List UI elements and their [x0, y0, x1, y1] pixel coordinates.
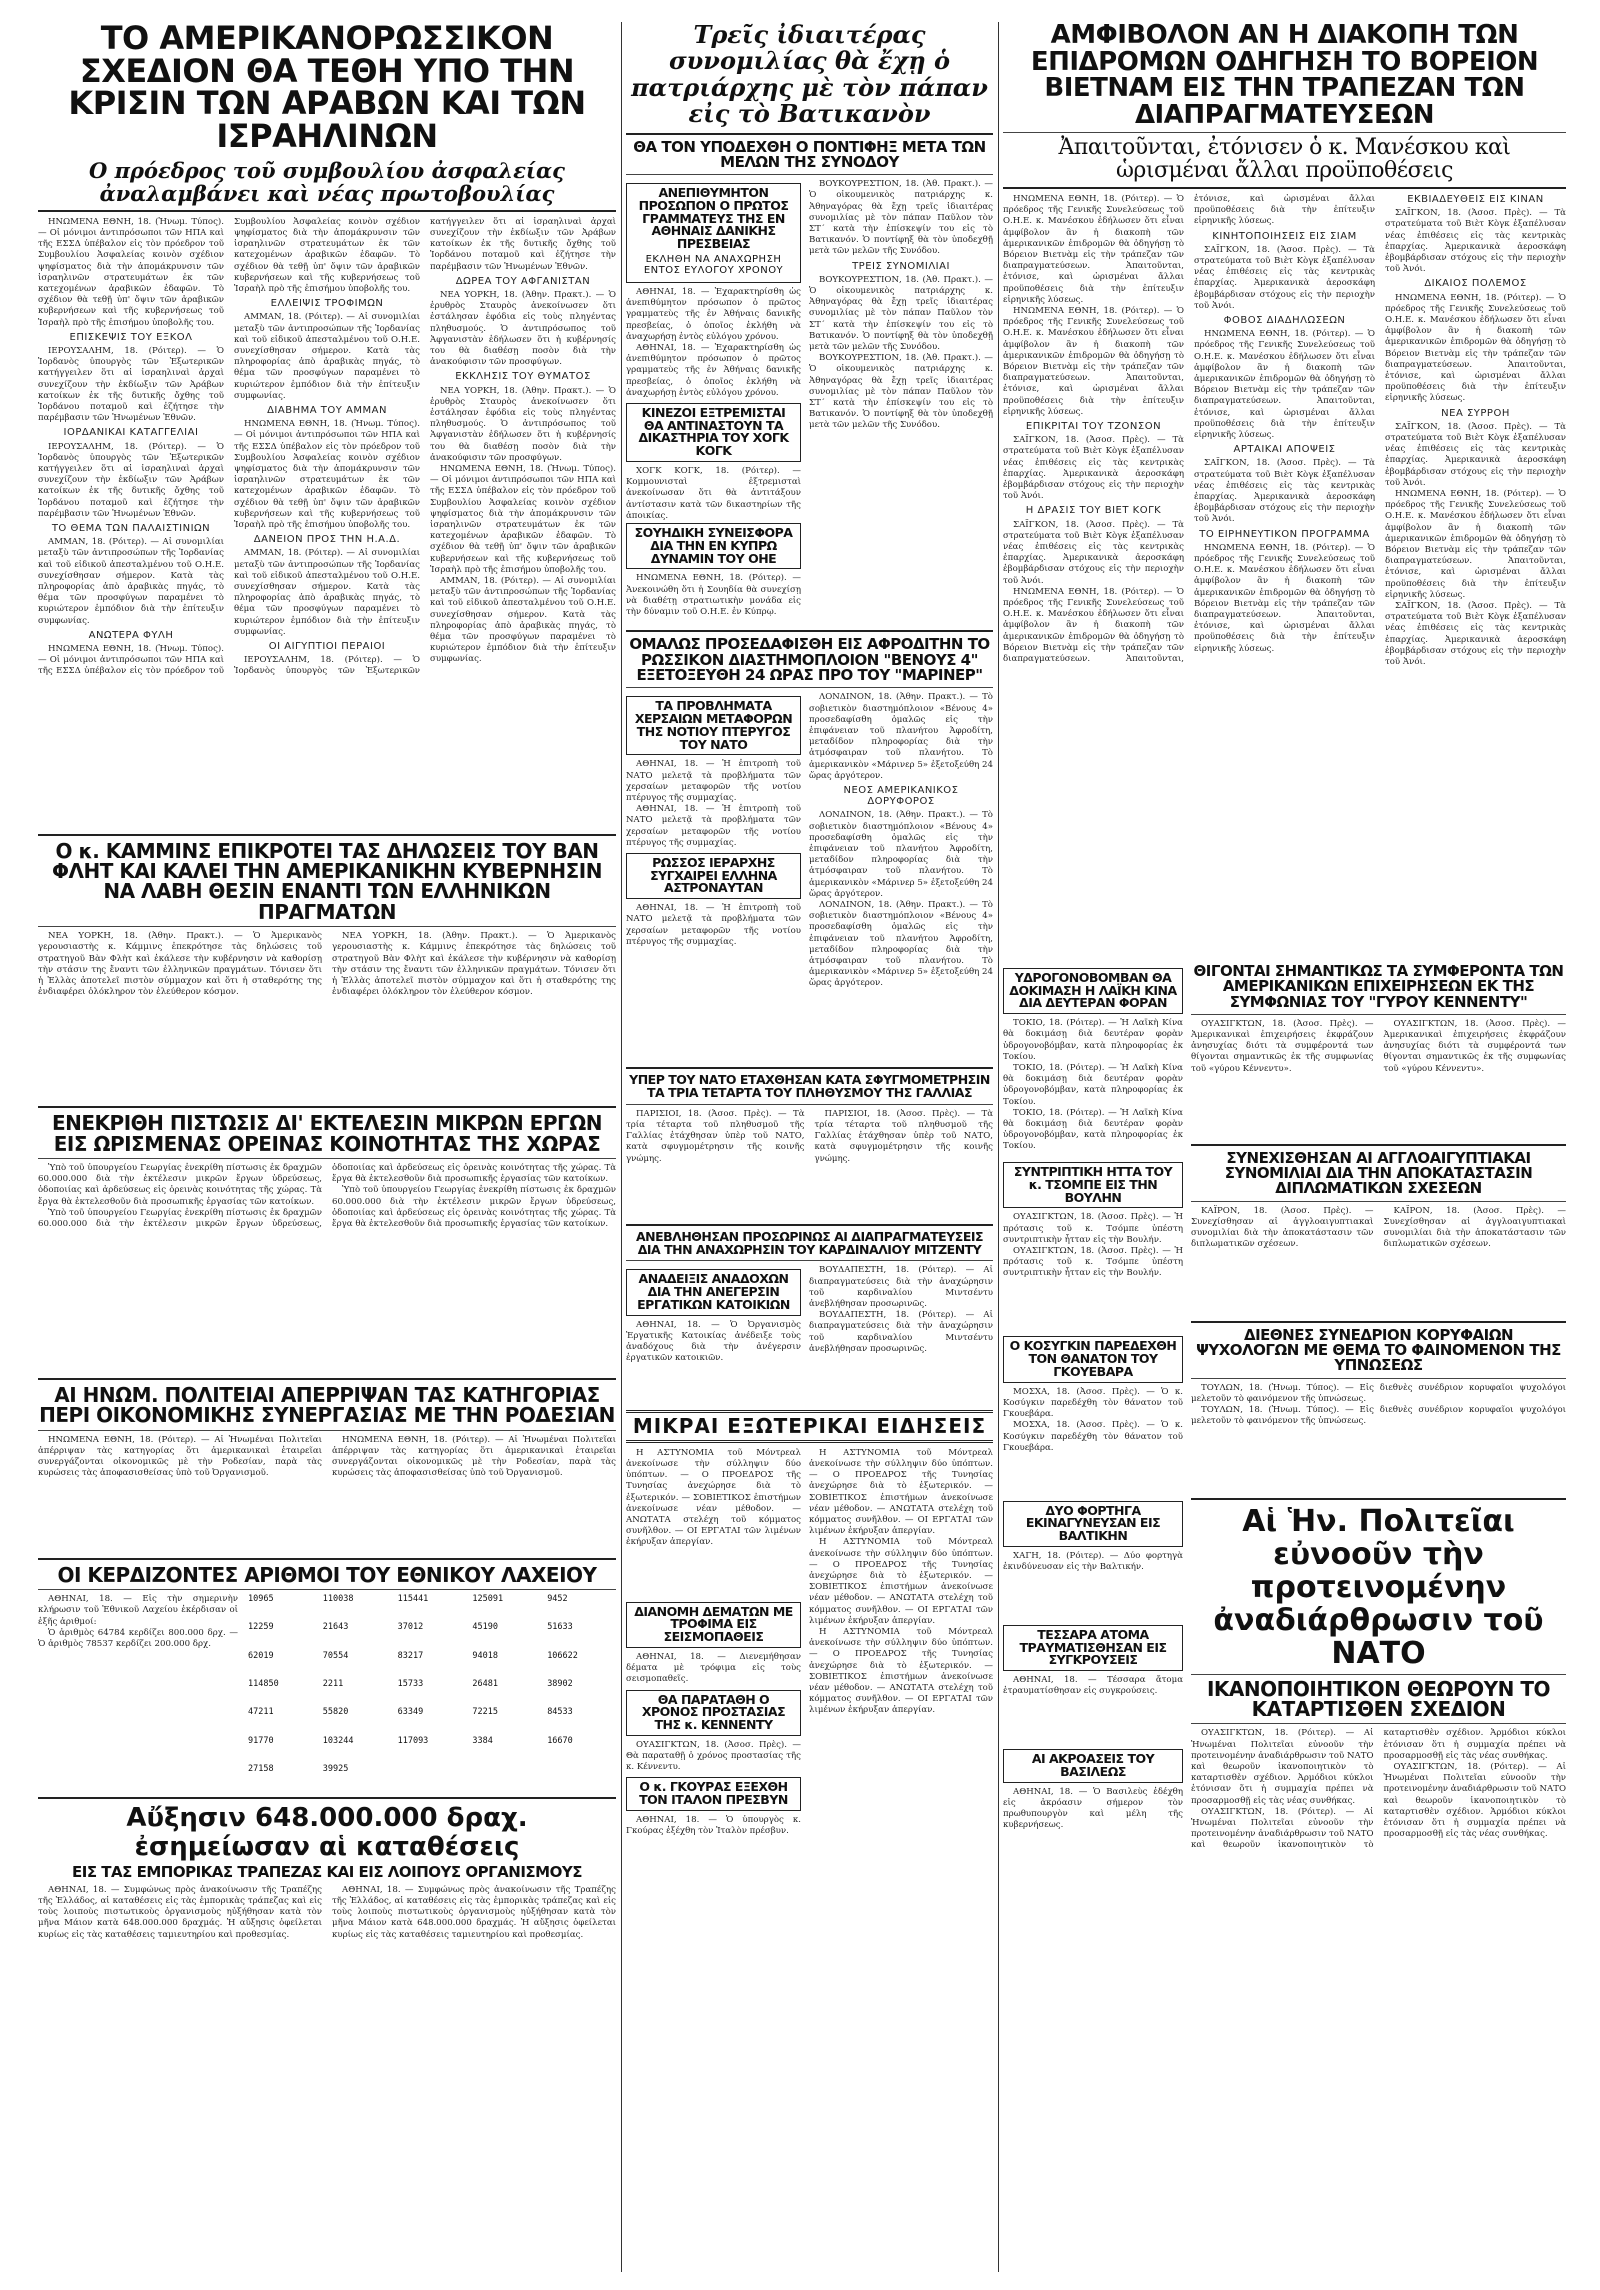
article-guevara	[1003, 1387, 1183, 1497]
lottery-number: 55820	[322, 1707, 349, 1718]
divider	[38, 1558, 616, 1560]
subheading: ΕΛΛΕΙΨΙΣ ΤΡΟΦΙΜΩΝ	[270, 298, 384, 310]
article-paragraph: ΤΟΥΛΩΝ, 18. (Ἡνωμ. Τύπος). — Εἰς διεθνὲς συνέδριον κορυφαῖοι ψυχολόγοι μελετοῦν τὸ φαινόμενον τῆς ὑπνώσεως.	[1191, 1405, 1566, 1427]
article-paragraph: ΣΑΪΓΚΟΝ, 18. (Ἀσοσ. Πρὲς). — Τὰ στρατεύματα τοῦ Βιὲτ Κὸγκ ἐξαπέλυσαν νέας ἐπιθέσεις εἰς τὰς κεντρικὰς ἐπαρχίας. Ἀμερικανικὰ ἀεροσκάφη ἐβομβάρδισαν στόχους εἰς τὴν περιοχὴν τοῦ Ἁνόι.	[1003, 519, 1184, 586]
article-paragraph: ΒΟΥΚΟΥΡΕΣΤΙΟΝ, 18. (Ἀθ. Πρακτ.). — Ὁ οἰκουμενικὸς πατριάρχης κ. Ἀθηναγόρας θὰ ἔχῃ τρεῖς ἰδιαιτέρας συνομιλίας μὲ τὸν πάπαν Παῦλον τὸν ΣΤ΄ κατὰ τὴν ἐπίσκεψίν του εἰς τὸ Βατικανόν. Ὁ ποντίφηξ θὰ τὸν ὑποδεχθῇ μετὰ τῶν μελῶν τῆς Συνόδου.	[809, 179, 993, 257]
divider	[626, 1104, 993, 1105]
subheading: ΑΡΤΑΙΚΑΙ ΑΠΟΨΕΙΣ	[1233, 444, 1336, 456]
lottery-number: 10965	[248, 1594, 274, 1605]
headline-clashes: ΤΕΣΣΑΡΑ ΑΤΟΜΑ ΤΡΑΥΜΑΤΙΣΘΗΣΑΝ ΕΙΣ ΣΥΓΚΡΟΥΣΕΙΣ	[1019, 1626, 1167, 1668]
row-danish-patriarch	[626, 179, 993, 519]
article-tshombe	[1003, 1212, 1183, 1332]
row-mindszenty	[626, 1265, 993, 1405]
article-paragraph: ΣΑΪΓΚΟΝ, 18. (Ἀσοσ. Πρὲς). — Τὰ στρατεύματα τοῦ Βιὲτ Κὸγκ ἐξαπέλυσαν νέας ἐπιθέσεις εἰς τὰς κεντρικὰς ἐπαρχίας. Ἀμερικανικὰ ἀεροσκάφη ἐβομβάρδισαν στόχους εἰς τὴν περιοχὴν τοῦ Ἁνόι.	[1385, 208, 1566, 275]
headline-patriarch: Τρεῖς ἰδιαιτέρας συνομιλίας θὰ ἔχῃ ὁ πατριάρχης μὲ τὸν πάπαν εἰς τὸ Βατικανὸν	[631, 22, 988, 129]
article-paragraph: ΤΟΚΙΟ, 18. (Ρόιτερ). — Ἡ Λαϊκὴ Κίνα θὰ δοκιμάσῃ διὰ δευτέραν φορὰν ὑδρογονοβόμβαν, κατὰ πληροφορίας ἐκ Τοκίου.	[1003, 1063, 1183, 1107]
article-nato-transport	[626, 759, 801, 849]
article-paragraph: ΟΥΑΣΙΓΚΤΩΝ, 18. (Ρόιτερ). — Αἱ Ἡνωμέναι Πολιτεῖαι εὐνοοῦν τὴν προτεινομένην ἀναδιάρθρωσιν τοῦ ΝΑΤΟ καὶ θεωροῦν ἱκανοποιητικὸν τὸ καταρτισθὲν σχέδιον. Ἀρμόδιοι κύκλοι ἐτόνισαν ὅτι ἡ συμμαχία πρέπει νὰ προσαρμοσθῇ εἰς τὰς νέας συνθήκας.	[1191, 1728, 1374, 1806]
lottery-number: 16670	[547, 1735, 573, 1746]
headline-king: ΑΙ ΑΚΡΟΑΣΕΙΣ ΤΟΥ ΒΑΣΙΛΕΩΣ	[1031, 1751, 1155, 1779]
article-paragraph: ΚΑΪΡΟΝ, 18. (Ἀσοσ. Πρὲς). — Συνεχίσθησαν αἱ ἀγγλοαιγυπτιακαὶ συνομιλίαι διὰ τὴν ἀποκατάστασιν τῶν διπλωματικῶν σχέσεων.	[1191, 1205, 1374, 1250]
headline-kennedy: ΘΑ ΠΑΡΑΤΑΘΗ Ο ΧΡΟΝΟΣ ΠΡΟΣΤΑΣΙΑΣ ΤΗΣ κ. ΚΕΝΝΕΝΤΥ	[641, 1691, 786, 1733]
article-parcels	[626, 1652, 801, 1686]
article-paragraph: ΧΟΓΚ ΚΟΓΚ, 18. (Ρόιτερ). — Κομμουνισταὶ ἐξτρεμισταὶ ἀνεκοίνωσαν ὅτι θὰ ἀντιτάξουν ἀντίστασιν κατὰ τῶν δικαστηρίων τῆς ἀποικίας.	[626, 465, 801, 521]
headline-cummins: Ο κ. ΚΑΜΜΙΝΣ ΕΠΙΚΡΟΤΕΙ ΤΑΣ ΔΗΛΩΣΕΙΣ ΤΟΥ ΒΑΝ ΦΛΗΤ ΚΑΙ ΚΑΛΕΙ ΤΗΝ ΑΜΕΡΙΚΑΝΙΚΗΝ ΚΥΒΕΡΝΗΣΙΝ ΝΑ ΛΑΒΗ ΘΕΣΙΝ ΕΝΑΝΤΙ ΤΩΝ ΕΛΛΗΝΙΚΩΝ ΠΡΑΓΜΑΤΩΝ	[52, 838, 602, 924]
headline-lottery: ΟΙ ΚΕΡΔΙΖΟΝΤΕΣ ΑΡΙΘΜΟΙ ΤΟΥ ΕΘΝΙΚΟΥ ΛΑΧΕΙΟΥ	[57, 1562, 597, 1587]
lottery-number: 9452	[547, 1594, 568, 1605]
divider	[1191, 1378, 1566, 1379]
lottery-number: 26481	[472, 1679, 498, 1690]
lottery-number: 83217	[397, 1650, 424, 1661]
article-kennedy	[626, 1740, 801, 1774]
lottery-number: 39925	[322, 1763, 349, 1774]
article-paragraph: ΗΝΩΜΕΝΑ ΕΘΝΗ, 18. (Ἡνωμ. Τύπος). — Οἱ μόνιμοι ἀντιπρόσωποι τῶν ΗΠΑ καὶ τῆς ΕΣΣΔ ὑπέβαλον εἰς τὸν πρόεδρον τοῦ Συμβουλίου Ἀσφαλείας κοινὸν σχέδιον ψηφίσματος διὰ τὴν ἀπομάκρυνσιν τῶν ἰσραηλινῶν στρατευμάτων ἐκ τῶν κατεχομένων ἀραβικῶν ἐδαφῶν. Τὸ σχέδιον θὰ τεθῇ ὑπ' ὄψιν τῶν ἀραβικῶν κυβερνήσεων καὶ τῆς κυβερνήσεως τοῦ Ἰσραὴλ πρὸ τῆς ἐπισήμου ὑποβολῆς του.	[234, 419, 420, 530]
article-paragraph: ΑΘΗΝΑΙ, 18. — Ἐχαρακτηρίσθη ὡς ἀνεπιθύμητον πρόσωπον ὁ πρῶτος γραμματεὺς τῆς ἐν Ἀθήναις δανικῆς πρεσβείας, ὁ ὁποῖος ἐκλήθη νὰ ἀναχωρήσῃ ἐντὸς εὐλόγου χρόνου.	[626, 342, 801, 398]
article-housing	[626, 1320, 801, 1365]
article-paragraph: ΗΝΩΜΕΝΑ ΕΘΝΗ, 18. (Ρόιτερ). — Ὁ πρόεδρος τῆς Γενικῆς Συνελεύσεως τοῦ Ο.Η.Ε. κ. Μανέσκου ἐδήλωσεν ὅτι εἶναι ἀμφίβολον ἂν ἡ διακοπὴ τῶν ἀμερικανικῶν ἐπιδρομῶν θὰ ὁδηγήσῃ τὸ Βόρειον Βιετνὰμ εἰς τὴν τράπεζαν τῶν διαπραγματεύσεων. Ἀπαιτοῦνται, ἐτόνισε, καὶ ὡρισμέναι ἄλλαι προϋποθέσεις διὰ τὴν ἐπίτευξιν εἰρηνικῆς λύσεως.	[1003, 193, 1375, 665]
box-parcels	[626, 1602, 801, 1648]
lottery-number: 63349	[397, 1707, 424, 1718]
lottery-number: 106622	[547, 1650, 578, 1661]
article-paragraph: Ὑπὸ τοῦ ὑπουργείου Γεωργίας ἐνεκρίθη πίστωσις ἐκ δραχμῶν 60.000.000 διὰ τὴν ἐκτέλεσιν μικρῶν ἔργων ὑδρεύσεως, ὀδοποιίας καὶ ἀρδεύσεως εἰς ὀρεινὰς κοινότητας τῆς χώρας. Τὰ ἔργα θὰ ἐκτελεσθοῦν διὰ προσωπικῆς ἐργασίας τῶν κατοίκων.	[332, 1185, 616, 1230]
article-paragraph: ΝΕΑ ΥΟΡΚΗ, 18. (Ἀθην. Πρακτ.). — Ὁ ἐρυθρὸς Σταυρὸς ἀνεκοίνωσεν ὅτι ἐστάλησαν ἐφόδια εἰς τοὺς πληγέντας πληθυσμούς. Ὁ ἀντιπρόσωπος τοῦ Ἀφγανιστὰν ἐδήλωσεν ὅτι ἡ κυβέρνησίς του θὰ διαθέσῃ ποσὸν διὰ τὴν ἀνακούφισιν τῶν προσφύγων.	[430, 289, 616, 368]
article-paragraph: ΗΝΩΜΕΝΑ ΕΘΝΗ, 18. (Ρόιτερ). — Ὁ πρόεδρος τῆς Γενικῆς Συνελεύσεως τοῦ Ο.Η.Ε. κ. Μανέσκου ἐδήλωσεν ὅτι εἶναι ἀμφίβολον ἂν ἡ διακοπὴ τῶν ἀμερικανικῶν ἐπιδρομῶν θὰ ὁδηγήσῃ τὸ Βόρειον Βιετνὰμ εἰς τὴν τράπεζαν τῶν διαπραγματεύσεων. Ἀπαιτοῦνται, ἐτόνισε, καὶ ὡρισμέναι ἄλλαι προϋποθέσεις διὰ τὴν ἐπίτευξιν εἰρηνικῆς λύσεως.	[1194, 542, 1375, 654]
nato-block	[626, 692, 801, 1062]
divider	[1191, 1144, 1566, 1146]
article-paragraph: ΗΝΩΜΕΝΑ ΕΘΝΗ, 18. (Ρόιτερ). — Ὁ πρόεδρος τῆς Γενικῆς Συνελεύσεως τοῦ Ο.Η.Ε. κ. Μανέσκου ἐδήλωσεν ὅτι εἶναι ἀμφίβολον ἂν ἡ διακοπὴ τῶν ἀμερικανικῶν ἐπιδρομῶν θὰ ὁδηγήσῃ τὸ Βόρειον Βιετνὰμ εἰς τὴν τράπεζαν τῶν διαπραγματεύσεων. Ἀπαιτοῦνται, ἐτόνισε, καὶ ὡρισμέναι ἄλλαι προϋποθέσεις διὰ τὴν ἐπίτευξιν εἰρηνικῆς λύσεως.	[1385, 489, 1566, 600]
box-guevara	[1003, 1336, 1183, 1382]
article-paragraph: ΟΥΑΣΙΓΚΤΩΝ, 18. (Ἀσοσ. Πρὲς). — Ἡ πρότασις τοῦ κ. Τσόμπε ὑπέστη συντριπτικὴν ἧτταν εἰς τὴν Βουλήν.	[1003, 1212, 1183, 1245]
article-paragraph: ΑΘΗΝΑΙ, 18. — Συμφώνως πρὸς ἀνακοίνωσιν τῆς Τραπέζης τῆς Ἑλλάδος, αἱ καταθέσεις εἰς τὰς ἐμπορικὰς τράπεζας καὶ εἰς τοὺς λοιποὺς πιστωτικοὺς ὀργανισμοὺς ηὐξήθησαν κατὰ τὸν μῆνα Μάιον κατὰ 648.000.000 δραχμάς. Ἡ αὔξησις ὀφείλεται κυρίως εἰς τὰς καταθέσεις ταμιευτηρίου καὶ προθεσμίας.	[38, 1884, 322, 1940]
headline-vietnam: ΑΜΦΙΒΟΛΟΝ ΑΝ Η ΔΙΑΚΟΠΗ ΤΩΝ ΕΠΙΔΡΟΜΩΝ ΟΔΗΓΗΣΗ ΤΟ ΒΟΡΕΙΟΝ ΒΙΕΤΝΑΜ ΕΙΣ ΤΗΝ ΤΡΑΠΕΖΑΝ ΤΩΝ ΔΙΑΠΡΑΓΜΑΤΕΥΣΕΩΝ	[1030, 22, 1539, 130]
article-paragraph: ΗΝΩΜΕΝΑ ΕΘΝΗ, 18. (Ἡνωμ. Τύπος). — Οἱ μόνιμοι ἀντιπρόσωποι τῶν ΗΠΑ καὶ τῆς ΕΣΣΔ ὑπέβαλον εἰς τὸν πρόεδρον τοῦ Συμβουλίου Ἀσφαλείας κοινὸν σχέδιον ψηφίσματος διὰ τὴν ἀπομάκρυνσιν τῶν ἰσραηλινῶν στρατευμάτων ἐκ τῶν κατεχομένων ἀραβικῶν ἐδαφῶν. Τὸ σχέδιον θὰ τεθῇ ὑπ' ὄψιν τῶν ἀραβικῶν κυβερνήσεων καὶ τῆς κυβερνήσεως τοῦ Ἰσραὴλ πρὸ τῆς ἐπισήμου ὑποβολῆς του.	[430, 463, 616, 575]
headline-nato-transport: ΤΑ ΠΡΟΒΛΗΜΑΤΑ ΧΕΡΣΑΙΩΝ ΜΕΤΑΦΟΡΩΝ ΤΗΣ ΝΟΤΙΟΥ ΠΤΕΡΥΓΟΣ ΤΟΥ ΝΑΤΟ	[634, 698, 793, 752]
subheading: ΔΑΝΕΙΟΝ ΠΡΟΣ ΤΗΝ Η.Α.Δ.	[253, 534, 401, 546]
divider	[626, 687, 993, 688]
headline-russian-hierarch: ΡΩΣΣΟΣ ΙΕΡΑΡΧΗΣ ΣΥΓΧΑΙΡΕΙ ΕΛΛΗΝΑ ΑΣΤΡΟΝΑΥΤΑΝ	[650, 854, 777, 896]
lottery-number: 12259	[248, 1622, 274, 1633]
headline-kennedy-round: ΘΙΓΟΝΤΑΙ ΣΗΜΑΝΤΙΚΩΣ ΤΑ ΣΥΜΦΕΡΟΝΤΑ ΤΩΝ ΑΜΕΡΙΚΑΝΙΚΩΝ ΕΠΙΧΕΙΡΗΣΕΩΝ ΕΚ ΤΗΣ ΣΥΜΦΩΝΙΑΣ ΤΟΥ "ΓΥΡΟΥ ΚΕΝΝΕΝΤΥ"	[1193, 961, 1564, 1011]
lottery-number: 110038	[322, 1594, 354, 1605]
divider	[626, 133, 993, 135]
article-paragraph: Ὑπὸ τοῦ ὑπουργείου Γεωργίας ἐνεκρίθη πίστωσις ἐκ δραχμῶν 60.000.000 διὰ τὴν ἐκτέλεσιν μικρῶν ἔργων ὑδρεύσεως, ὀδοποιίας καὶ ἀρδεύσεως εἰς ὀρεινὰς κοινότητας τῆς χώρας. Τὰ ἔργα θὰ ἐκτελεσθοῦν διὰ προσωπικῆς ἐργασίας τῶν κατοίκων.	[38, 1163, 616, 1230]
headline-patriarch-sub: ΘΑ ΤΟΝ ΥΠΟΔΕΧΘΗ Ο ΠΟΝΤΙΦΗΞ ΜΕΤΑ ΤΩΝ ΜΕΛΩΝ ΤΗΣ ΣΥΝΟΔΟΥ	[633, 137, 986, 171]
deck-manescu: Ἀπαιτοῦνται, ἐτόνισεν ὁ κ. Μανέσκου καὶ ὡρισμέναι ἄλλαι προϋποθέσεις	[1058, 135, 1511, 183]
headline-guevara: Ο ΚΟΣΥΓΚΙΝ ΠΑΡΕΔΕΧΘΗ ΤΟΝ ΘΑΝΑΤΟΝ ΤΟΥ ΓΚΟΥΕΒΑΡΑ	[1009, 1338, 1177, 1379]
lottery-number: 47211	[248, 1707, 274, 1718]
lottery-number: 114850	[248, 1679, 279, 1690]
divider	[626, 1260, 993, 1261]
headline-foreign-briefs: ΜΙΚΡΑΙ ΕΞΩΤΕΡΙΚΑΙ ΕΙΔΗΣΕΙΣ	[632, 1414, 987, 1439]
article-paragraph: ΒΟΥΚΟΥΡΕΣΤΙΟΝ, 18. (Ἀθ. Πρακτ.). — Ὁ οἰκουμενικὸς πατριάρχης κ. Ἀθηναγόρας θὰ ἔχῃ τρεῖς ἰδιαιτέρας συνομιλίας μὲ τὸν πάπαν Παῦλον τὸν ΣΤ΄ κατὰ τὴν ἐπίσκεψίν του εἰς τὸ Βατικανόν. Ὁ ποντίφηξ θὰ τὸν ὑποδεχθῇ μετὰ τῶν μελῶν τῆς Συνόδου.	[809, 353, 993, 431]
lottery-number: 27158	[248, 1763, 274, 1774]
article-paragraph: ΗΝΩΜΕΝΑ ΕΘΝΗ, 18. (Ρόιτερ). — Ἀνεκοινώθη ὅτι ἡ Σουηδία θὰ συνεχίσῃ νὰ διαθέτῃ στρατιωτικὴν μονάδα εἰς τὴν δύναμιν τοῦ Ο.Η.Ε. ἐν Κύπρῳ.	[626, 573, 801, 618]
subheading: ΕΠΙΣΚΕΨΙΣ ΤΟΥ ΕΞΚΟΛ	[69, 331, 193, 343]
article-paragraph: ΜΟΣΧΑ, 18. (Ἀσοσ. Πρὲς). — Ὁ κ. Κοσύγκιν παρεδέχθη τὸν θάνατον τοῦ Γκουεβάρα.	[1003, 1420, 1183, 1453]
article-paragraph: ΑΘΗΝΑΙ, 18. — Ἡ ἐπιτροπὴ τοῦ ΝΑΤΟ μελετᾷ τὰ προβλήματα τῶν χερσαίων μεταφορῶν τῆς νοτίου πτέρυγος τῆς συμμαχίας.	[626, 903, 801, 947]
lottery-number: 51633	[547, 1622, 573, 1633]
lottery-number: 91770	[248, 1735, 274, 1746]
box-tshombe	[1003, 1162, 1183, 1208]
lottery-intro	[38, 1594, 238, 1792]
subheading: ΙΟΡΔΑΝΙΚΑΙ ΚΑΤΑΓΓΕΛΙΑΙ	[63, 427, 199, 439]
article-paragraph: ΑΘΗΝΑΙ, 18. — Ὁ ὑπουργὸς κ. Γκούρας ἐξέχθη τὸν Ἰταλὸν πρέσβυν.	[626, 1814, 801, 1837]
article-paragraph: ΙΕΡΟΥΣΑΛΗΜ, 18. (Ρόιτερ). — Ὁ Ἰορδανὸς ὑπουργὸς τῶν Ἐξωτερικῶν κατήγγειλεν ὅτι αἱ ἰσραηλιναὶ ἀρχαὶ συνεχίζουν τὴν ἐκδίωξιν τῶν Ἀράβων κατοίκων ἐκ τῆς δυτικῆς ὄχθης τοῦ Ἰορδάνου ποταμοῦ καὶ ἐζήτησε τὴν παρέμβασιν τῶν Ἡνωμένων Ἐθνῶν.	[38, 441, 224, 519]
divider	[38, 1158, 616, 1159]
column-left	[38, 22, 616, 2272]
article-paragraph: ΙΕΡΟΥΣΑΛΗΜ, 18. (Ρόιτερ). — Ὁ Ἰορδανὸς ὑπουργὸς τῶν Ἐξωτερικῶν κατήγγειλεν ὅτι αἱ ἰσραηλιναὶ ἀρχαὶ συνεχίζουν τὴν ἐκδίωξιν τῶν Ἀράβων κατοίκων ἐκ τῆς δυτικῆς ὄχθης τοῦ Ἰορδάνου ποταμοῦ καὶ ἐζήτησε τὴν παρέμβασιν τῶν Ἡνωμένων Ἐθνῶν.	[234, 216, 616, 677]
headline-deposits-sub: ΕΙΣ ΤΑΣ ΕΜΠΟΡΙΚΑΣ ΤΡΑΠΕΖΑΣ ΚΑΙ ΕΙΣ ΛΟΙΠΟΥΣ ΟΡΓΑΝΙΣΜΟΥΣ	[72, 1863, 582, 1882]
article-paragraph: ΑΘΗΝΑΙ, 18. — Τέσσαρα ἄτομα ἐτραυματίσθησαν εἰς συγκρούσεις.	[1003, 1675, 1183, 1697]
article-mindszenty	[809, 1265, 993, 1405]
headline-tshombe: ΣΥΝΤΡΙΠΤΙΚΗ ΗΤΤΑ ΤΟΥ κ. ΤΣΟΜΠΕ ΕΙΣ ΤΗΝ ΒΟΥΛΗΝ	[1013, 1164, 1173, 1205]
box-housing	[626, 1269, 801, 1315]
article-paragraph: ΠΑΡΙΣΙΟΙ, 18. (Ἀσοσ. Πρὲς). — Τὰ τρία τέταρτα τοῦ πληθυσμοῦ τῆς Γαλλίας ἐτάχθησαν ὑπὲρ τοῦ ΝΑΤΟ, κατὰ σφυγμομέτρησιν τῆς κοινῆς γνώμης.	[626, 1108, 805, 1164]
divider	[38, 1797, 616, 1799]
lottery-numbers	[248, 1594, 616, 1792]
article-paragraph: ΟΥΑΣΙΓΚΤΩΝ, 18. (Ἀσοσ. Πρὲς). — Θὰ παραταθῇ ὁ χρόνος προστασίας τῆς κ. Κέννεντυ.	[626, 1739, 801, 1773]
lottery-number: 115441	[397, 1594, 429, 1605]
divider	[626, 630, 993, 632]
headline-hong-kong: ΚΙΝΕΖΟΙ ΕΞΤΡΕΜΙΣΤΑΙ ΘΑ ΑΝΤΙΝΑΣΤΟΥΝ ΤΑ ΔΙΚΑΣΤΗΡΙΑ ΤΟΥ ΧΟΓΚ ΚΟΓΚ	[638, 404, 789, 459]
article-paragraph: ΜΟΣΧΑ, 18. (Ἀσοσ. Πρὲς). — Ὁ κ. Κοσύγκιν παρεδέχθη τὸν θάνατον τοῦ Γκουεβάρα.	[1003, 1386, 1183, 1420]
housing-block	[626, 1265, 801, 1405]
article-paragraph: ΛΟΝΔΙΝΟΝ, 18. (Ἀθην. Πρακτ.). — Τὸ σοβιετικὸν διαστημόπλοιον «Βένους 4» προσεδαφίσθη ὁμαλῶς εἰς τὴν ἐπιφάνειαν τοῦ πλανήτου Ἀφροδίτη, μεταδίδον πληροφορίας διὰ τὴν ἀτμόσφαιραν τοῦ πλανήτου. Τὸ ἀμερικανικὸν «Μάρινερ 5» ἐξετοξεύθη 24 ὥρας ἀργότερον.	[809, 692, 993, 781]
headline-mindszenty: ΑΝΕΒΛΗΘΗΣΑΝ ΠΡΟΣΩΡΙΝΩΣ ΑΙ ΔΙΑΠΡΑΓΜΑΤΕΥΣΕΙΣ ΔΙΑ ΤΗΝ ΑΝΑΧΩΡΗΣΙΝ ΤΟΥ ΚΑΡΔΙΝΑΛΙΟΥ ΜΙΤΖΕΝΤΥ	[635, 1228, 984, 1257]
lottery-prizes: Ὁ ἀριθμὸς 64784 κερδίζει 800.000 δρχ. — Ὁ ἀριθμὸς 78537 κερδίζει 200.000 δρχ.	[38, 1627, 238, 1650]
row-right-lower	[1003, 961, 1566, 1852]
lottery-number: 84533	[547, 1707, 573, 1718]
article-deposits	[38, 1885, 616, 2005]
article-paragraph: Η ΑΣΤΥΝΟΜΙΑ τοῦ Μόντρεαλ ἀνεκοίνωσε τὴν σύλληψιν δύο ὑπόπτων. — Ο ΠΡΟΕΔΡΟΣ τῆς Τυνησίας ἀνεχώρησε διὰ τὸ ἐξωτερικόν. — ΣΟΒΙΕΤΙΚΟΣ ἐπιστήμων ἀνεκοίνωσε νέαν μέθοδον. — ΑΝΩΤΑΤΑ στελέχη τοῦ κόμματος συνῆλθον. — ΟΙ ΕΡΓΑΤΑΙ τῶν λιμένων ἐκήρυξαν ἀπεργίαν.	[809, 1626, 993, 1716]
article-paragraph: ΣΑΪΓΚΟΝ, 18. (Ἀσοσ. Πρὲς). — Τὰ στρατεύματα τοῦ Βιὲτ Κὸγκ ἐξαπέλυσαν νέας ἐπιθέσεις εἰς τὰς κεντρικὰς ἐπαρχίας. Ἀμερικανικὰ ἀεροσκάφη ἐβομβάρδισαν στόχους εἰς τὴν περιοχὴν τοῦ Ἁνόι.	[1194, 244, 1375, 311]
article-paragraph: ΗΝΩΜΕΝΑ ΕΘΝΗ, 18. (Ρόιτερ). — Ὁ πρόεδρος τῆς Γενικῆς Συνελεύσεως τοῦ Ο.Η.Ε. κ. Μανέσκου ἐδήλωσεν ὅτι εἶναι ἀμφίβολον ἂν ἡ διακοπὴ τῶν ἀμερικανικῶν ἐπιδρομῶν θὰ ὁδηγήσῃ τὸ Βόρειον Βιετνὰμ εἰς τὴν τράπεζαν τῶν διαπραγματεύσεων. Ἀπαιτοῦνται, ἐτόνισε, καὶ ὡρισμέναι ἄλλαι προϋποθέσεις διὰ τὴν ἐπίτευξιν εἰρηνικῆς λύσεως.	[1003, 305, 1184, 417]
article-briefs-right	[809, 1448, 993, 1838]
article-clashes	[1003, 1675, 1183, 1745]
article-paragraph: ΑΜΜΑΝ, 18. (Ρόιτερ). — Αἱ συνομιλίαι μεταξὺ τῶν ἀντιπροσώπων τῆς Ἰορδανίας καὶ τοῦ εἰδικοῦ ἀπεσταλμένου τοῦ Ο.Η.Ε. συνεχίσθησαν σήμερον. Κατὰ τὰς πληροφορίας ἀπὸ ἀραβικὰς πηγάς, τὸ θέμα τῶν προσφύγων παραμένει τὸ κυριώτερον ἐμπόδιον διὰ τὴν ἐπίτευξιν συμφωνίας.	[234, 312, 420, 401]
article-paragraph: Η ΑΣΤΥΝΟΜΙΑ τοῦ Μόντρεαλ ἀνεκοίνωσε τὴν σύλληψιν δύο ὑπόπτων. — Ο ΠΡΟΕΔΡΟΣ τῆς Τυνησίας ἀνεχώρησε διὰ τὸ ἐξωτερικόν. — ΣΟΒΙΕΤΙΚΟΣ ἐπιστήμων ἀνεκοίνωσε νέαν μέθοδον. — ΑΝΩΤΑΤΑ στελέχη τοῦ κόμματος συνῆλθον. — ΟΙ ΕΡΓΑΤΑΙ τῶν λιμένων ἐκήρυξαν ἀπεργίαν.	[626, 1447, 801, 1548]
headline-rhodesia: ΑΙ ΗΝΩΜ. ΠΟΛΙΤΕΙΑΙ ΑΠΕΡΡΙΨΑΝ ΤΑΣ ΚΑΤΗΓΟΡΙΑΣ ΠΕΡΙ ΟΙΚΟΝΟΜΙΚΗΣ ΣΥΝΕΡΓΑΣΙΑΣ ΜΕ ΤΗΝ ΡΟΔΕΣΙΑΝ	[39, 1383, 615, 1428]
article-anglo-egyptian	[1191, 1206, 1566, 1316]
article-paragraph: ΣΑΪΓΚΟΝ, 18. (Ἀσοσ. Πρὲς). — Τὰ στρατεύματα τοῦ Βιὲτ Κὸγκ ἐξαπέλυσαν νέας ἐπιθέσεις εἰς τὰς κεντρικὰς ἐπαρχίας. Ἀμερικανικὰ ἀεροσκάφη ἐβομβάρδισαν στόχους εἰς τὴν περιοχὴν τοῦ Ἁνόι.	[1003, 435, 1184, 502]
article-briefs	[626, 1448, 801, 1598]
box-russian-hierarch	[626, 853, 801, 899]
article-nato-restructure	[1191, 1728, 1566, 1851]
headline-sweden: ΣΟΥΗΔΙΚΗ ΣΥΝΕΙΣΦΟΡΑ ΔΙΑ ΤΗΝ ΕΝ ΚΥΠΡΩ ΔΥΝΑΜΙΝ ΤΟΥ ΟΗΕ	[634, 525, 793, 566]
article-paragraph: Η ΑΣΤΥΝΟΜΙΑ τοῦ Μόντρεαλ ἀνεκοίνωσε τὴν σύλληψιν δύο ὑπόπτων. — Ο ΠΡΟΕΔΡΟΣ τῆς Τυνησίας ἀνεχώρησε διὰ τὸ ἐξωτερικόν. — ΣΟΒΙΕΤΙΚΟΣ ἐπιστήμων ἀνεκοίνωσε νέαν μέθοδον. — ΑΝΩΤΑΤΑ στελέχη τοῦ κόμματος συνῆλθον. — ΟΙ ΕΡΓΑΤΑΙ τῶν λιμένων ἐκήρυξαν ἀπεργίαν.	[809, 1447, 993, 1537]
headline-us-soviet-plan: ΤΟ ΑΜΕΡΙΚΑΝΟΡΩΣΣΙΚΟΝ ΣΧΕΔΙΟΝ ΘΑ ΤΕΘΗ ΥΠΟ ΤΗΝ ΚΡΙΣΙΝ ΤΩΝ ΑΡΑΒΩΝ ΚΑΙ ΤΩΝ ΙΣΡΑΗΛΙΝΩΝ	[68, 22, 586, 155]
row-briefs	[626, 1448, 993, 1838]
divider	[38, 1430, 616, 1431]
headline-deposits: Αὔξησιν 648.000.000 δραχ. ἐσημείωσαν αἱ καταθέσεις	[126, 1803, 528, 1862]
divider	[1191, 1201, 1566, 1202]
article-king	[1003, 1787, 1183, 1832]
article-paragraph: ΙΕΡΟΥΣΑΛΗΜ, 18. (Ρόιτερ). — Ὁ Ἰορδανὸς ὑπουργὸς τῶν Ἐξωτερικῶν κατήγγειλεν ὅτι αἱ ἰσραηλιναὶ ἀρχαὶ συνεχίζουν τὴν ἐκδίωξιν τῶν Ἀράβων κατοίκων ἐκ τῆς δυτικῆς ὄχθης τοῦ Ἰορδάνου ποταμοῦ καὶ ἐζήτησε τὴν παρέμβασιν τῶν Ἡνωμένων Ἐθνῶν.	[38, 345, 224, 424]
divider	[38, 210, 616, 212]
divider	[626, 1224, 993, 1226]
article-paragraph: ΑΜΜΑΝ, 18. (Ρόιτερ). — Αἱ συνομιλίαι μεταξὺ τῶν ἀντιπροσώπων τῆς Ἰορδανίας καὶ τοῦ εἰδικοῦ ἀπεσταλμένου τοῦ Ο.Η.Ε. συνεχίσθησαν σήμερον. Κατὰ τὰς πληροφορίας ἀπὸ ἀραβικὰς πηγάς, τὸ θέμα τῶν προσφύγων παραμένει τὸ κυριώτερον ἐμπόδιον διὰ τὴν ἐπίτευξιν συμφωνίας.	[234, 548, 420, 637]
article-middle-east	[38, 217, 616, 829]
box-baltic	[1003, 1501, 1183, 1547]
article-paragraph: ΑΘΗΝΑΙ, 18. — Ὁ Βασιλεὺς ἐδέχθη εἰς ἀκρόασιν σήμερον τὸν πρωθυπουργὸν καὶ μέλη τῆς κυβερνήσεως.	[1003, 1786, 1183, 1831]
article-paragraph: ΗΝΩΜΕΝΑ ΕΘΝΗ, 18. (Ρόιτερ). — Ὁ πρόεδρος τῆς Γενικῆς Συνελεύσεως τοῦ Ο.Η.Ε. κ. Μανέσκου ἐδήλωσεν ὅτι εἶναι ἀμφίβολον ἂν ἡ διακοπὴ τῶν ἀμερικανικῶν ἐπιδρομῶν θὰ ὁδηγήσῃ τὸ Βόρειον Βιετνὰμ εἰς τὴν τράπεζαν τῶν διαπραγματεύσεων. Ἀπαιτοῦνται, ἐτόνισε, καὶ ὡρισμέναι ἄλλαι προϋποθέσεις διὰ τὴν ἐπίτευξιν εἰρηνικῆς λύσεως.	[1003, 193, 1184, 305]
article-paragraph: ΝΕΑ ΥΟΡΚΗ, 18. (Ἀθην. Πρακτ.). — Ὁ ἐρυθρὸς Σταυρὸς ἀνεκοίνωσεν ὅτι ἐστάλησαν ἐφόδια εἰς τοὺς πληγέντας πληθυσμούς. Ὁ ἀντιπρόσωπος τοῦ Ἀφγανιστὰν ἐδήλωσεν ὅτι ἡ κυβέρνησίς του θὰ διαθέσῃ ποσὸν διὰ τὴν ἀνακούφισιν τῶν προσφύγων.	[430, 385, 616, 463]
subheading: ΦΟΒΟΣ ΔΙΑΔΗΛΩΣΕΩΝ	[1223, 314, 1346, 326]
subheading: ΔΩΡΕΑ ΤΟΥ ΑΦΓΑΝΙΣΤΑΝ	[455, 275, 591, 287]
briefs-left	[626, 1448, 801, 1838]
headline-france-nato: ΥΠΕΡ ΤΟΥ ΝΑΤΟ ΕΤΑΧΘΗΣΑΝ ΚΑΤΑ ΣΦΥΓΜΟΜΕΤΡΗΣΙΝ ΤΑ ΤΡΙΑ ΤΕΤΑΡΤΑ ΤΟΥ ΠΛΗΘΥΣΜΟΥ ΤΗΣ ΓΑΛΛΙΑΣ	[629, 1072, 990, 1101]
headline-nato-restructure: Αἱ Ἡν. Πολιτεῖαι εὐνοοῦν τὴν προτεινομένην ἀναδιάρθρωσιν τοῦ ΝΑΤΟ	[1213, 1503, 1544, 1671]
subheading: ΤΡΕΙΣ ΣΥΝΟΜΙΛΙΑΙ	[852, 260, 950, 272]
article-paragraph: ΣΑΪΓΚΟΝ, 18. (Ἀσοσ. Πρὲς). — Τὰ στρατεύματα τοῦ Βιὲτ Κὸγκ ἐξαπέλυσαν νέας ἐπιθέσεις εἰς τὰς κεντρικὰς ἐπαρχίας. Ἀμερικανικὰ ἀεροσκάφη ἐβομβάρδισαν στόχους εἰς τὴν περιοχὴν τοῦ Ἁνόι.	[1385, 601, 1566, 668]
lottery-number: 2211	[322, 1679, 344, 1690]
article-france-nato	[626, 1109, 993, 1219]
divider	[1191, 1321, 1566, 1323]
article-paragraph: ΚΑΪΡΟΝ, 18. (Ἀσοσ. Πρὲς). — Συνεχίσθησαν αἱ ἀγγλοαιγυπτιακαὶ συνομιλίαι διὰ τὴν ἀποκατάστασιν τῶν διπλωματικῶν σχέσεων.	[1383, 1205, 1566, 1250]
box-hong-kong	[626, 403, 801, 462]
column-rule	[998, 22, 999, 2272]
article-rhodesia	[38, 1435, 616, 1553]
column-right	[1003, 22, 1566, 2272]
right-wide	[1191, 961, 1566, 1852]
subheading: ΤΟ ΘΕΜΑ ΤΩΝ ΠΑΛΑΙΣΤΙΝΙΩΝ	[51, 522, 211, 534]
article-baltic	[1003, 1551, 1183, 1621]
article-russian-hierarch	[626, 903, 801, 948]
subheading: Η ΔΡΑΣΙΣ ΤΟΥ ΒΙΕΤ ΚΟΓΚ	[1025, 505, 1162, 517]
deck-security-council: Ο πρόεδρος τοῦ συμβουλίου ἀσφαλείας ἀναλαμβάνει καὶ νέας πρωτοβουλίας	[89, 157, 565, 206]
article-hbomb	[1003, 1018, 1183, 1158]
row-venus	[626, 692, 993, 1062]
headline-anglo-egyptian: ΣΥΝΕΧΙΣΘΗΣΑΝ ΑΙ ΑΓΓΛΟΑΙΓΥΠΤΙΑΚΑΙ ΣΥΝΟΜΙΛΙΑΙ ΔΙΑ ΤΗΝ ΑΠΟΚΑΤΑΣΤΑΣΙΝ ΔΙΠΛΩΜΑΤΙΚΩΝ ΣΧΕΣΕΩΝ	[1224, 1148, 1533, 1198]
article-paragraph: ΟΥΑΣΙΓΚΤΩΝ, 18. (Ἀσοσ. Πρὲς). — Ἡ πρότασις τοῦ κ. Τσόμπε ὑπέστη συντριπτικὴν ἧτταν εἰς τὴν Βουλήν.	[1003, 1246, 1183, 1279]
article-paragraph: ΗΝΩΜΕΝΑ ΕΘΝΗ, 18. (Ἡνωμ. Τύπος). — Οἱ μόνιμοι ἀντιπρόσωποι τῶν ΗΠΑ καὶ τῆς ΕΣΣΔ ὑπέβαλον εἰς τὸν πρόεδρον τοῦ Συμβουλίου Ἀσφαλείας κοινὸν σχέδιον ψηφίσματος διὰ τὴν ἀπομάκρυνσιν τῶν ἰσραηλινῶν στρατευμάτων ἐκ τῶν κατεχομένων ἀραβικῶν ἐδαφῶν. Τὸ σχέδιον θὰ τεθῇ ὑπ' ὄψιν τῶν ἀραβικῶν κυβερνήσεων καὶ τῆς κυβερνήσεως τοῦ Ἰσραὴλ πρὸ τῆς ἐπισήμου ὑποβολῆς του.	[38, 216, 224, 328]
box-nato-transport	[626, 696, 801, 755]
lottery-number: 94018	[472, 1650, 498, 1661]
article-paragraph: ΑΜΜΑΝ, 18. (Ρόιτερ). — Αἱ συνομιλίαι μεταξὺ τῶν ἀντιπροσώπων τῆς Ἰορδανίας καὶ τοῦ εἰδικοῦ ἀπεσταλμένου τοῦ Ο.Η.Ε. συνεχίσθησαν σήμερον. Κατὰ τὰς πληροφορίας ἀπὸ ἀραβικὰς πηγάς, τὸ θέμα τῶν προσφύγων παραμένει τὸ κυριώτερον ἐμπόδιον διὰ τὴν ἐπίτευξιν συμφωνίας.	[430, 575, 616, 665]
article-paragraph: ΤΟΚΙΟ, 18. (Ρόιτερ). — Ἡ Λαϊκὴ Κίνα θὰ δοκιμάσῃ διὰ δευτέραν φορὰν ὑδρογονοβόμβαν, κατὰ πληροφορίας ἐκ Τοκίου.	[1003, 1107, 1183, 1152]
article-hong-kong	[626, 466, 801, 522]
article-paragraph: ΗΝΩΜΕΝΑ ΕΘΝΗ, 18. (Ρόιτερ). — Αἱ Ἡνωμέναι Πολιτεῖαι ἀπέρριψαν τὰς κατηγορίας ὅτι ἀμερικανικαὶ ἑταιρεῖαι συνεργάζονται οἰκονομικῶς μὲ τὴν Ροδεσίαν, παρὰ τὰς κυρώσεις τὰς ἀποφασισθείσας ὑπὸ τοῦ Ὀργανισμοῦ.	[38, 1434, 322, 1479]
lottery-number: 62019	[248, 1650, 274, 1661]
lottery-number: 45190	[472, 1622, 498, 1633]
subheading: ΝΕΟΣ ΑΜΕΡΙΚΑΝΙΚΟΣ ΔΟΡΥΦΟΡΟΣ	[843, 784, 959, 808]
article-cummins	[38, 931, 616, 1101]
headline-danish: ΑΝΕΠΙΘΥΜΗΤΟΝ ΠΡΟΣΩΠΟΝ Ο ΠΡΩΤΟΣ ΓΡΑΜΜΑΤΕΥΣ ΤΗΣ ΕΝ ΑΘΗΝΑΙΣ ΔΑΝΙΚΗΣ ΠΡΕΣΒΕΙΑΣ	[638, 185, 789, 252]
article-hypnosis	[1191, 1383, 1566, 1493]
danish-block	[626, 179, 801, 519]
article-paragraph: ΗΝΩΜΕΝΑ ΕΘΝΗ, 18. (Ἡνωμ. Τύπος). — Οἱ μόνιμοι ἀντιπρόσωποι τῶν ΗΠΑ καὶ τῆς ΕΣΣΔ ὑπέβαλον εἰς τὸν πρόεδρον τοῦ Συμβουλίου Ἀσφαλείας κοινὸν σχέδιον ψηφίσματος διὰ τὴν ἀπομάκρυνσιν τῶν ἰσραηλινῶν στρατευμάτων ἐκ τῶν κατεχομένων ἀραβικῶν ἐδαφῶν. Τὸ σχέδιον θὰ τεθῇ ὑπ' ὄψιν τῶν ἀραβικῶν κυβερνήσεων καὶ τῆς κυβερνήσεως τοῦ Ἰσραὴλ πρὸ τῆς ἐπισήμου ὑποβολῆς του.	[38, 216, 420, 677]
article-paragraph: Ὑπὸ τοῦ ὑπουργείου Γεωργίας ἐνεκρίθη πίστωσις ἐκ δραχμῶν 60.000.000 διὰ τὴν ἐκτέλεσιν μικρῶν ἔργων ὑδρεύσεως, ὀδοποιίας καὶ ἀρδεύσεως εἰς ὀρεινὰς κοινότητας τῆς χώρας. Τὰ ἔργα θὰ ἐκτελεσθοῦν διὰ προσωπικῆς ἐργασίας τῶν κατοίκων.	[38, 1163, 322, 1207]
article-paragraph: ΣΑΪΓΚΟΝ, 18. (Ἀσοσ. Πρὲς). — Τὰ στρατεύματα τοῦ Βιὲτ Κὸγκ ἐξαπέλυσαν νέας ἐπιθέσεις εἰς τὰς κεντρικὰς ἐπαρχίας. Ἀμερικανικὰ ἀεροσκάφη ἐβομβάρδισαν στόχους εἰς τὴν περιοχὴν τοῦ Ἁνόι.	[1194, 458, 1375, 525]
subheading: ΑΝΩΤΕΡΑ ΦΥΛΗ	[88, 629, 174, 641]
article-paragraph: ΟΥΑΣΙΓΚΤΩΝ, 18. (Ρόιτερ). — Αἱ Ἡνωμέναι Πολιτεῖαι εὐνοοῦν τὴν προτεινομένην ἀναδιάρθρωσιν τοῦ ΝΑΤΟ καὶ θεωροῦν ἱκανοποιητικὸν τὸ καταρτισθὲν σχέδιον. Ἀρμόδιοι κύκλοι ἐτόνισαν ὅτι ἡ συμμαχία πρέπει νὰ προσαρμοσθῇ εἰς τὰς νέας συνθήκας.	[1383, 1762, 1566, 1840]
box-kennedy	[626, 1690, 801, 1736]
box-gouras	[626, 1777, 801, 1811]
lottery-number: 103244	[322, 1735, 354, 1746]
article-paragraph: ΟΥΑΣΙΓΚΤΩΝ, 18. (Ρόιτερ). — Αἱ Ἡνωμέναι Πολιτεῖαι εὐνοοῦν τὴν προτεινομένην ἀναδιάρθρωσιν τοῦ ΝΑΤΟ καὶ θεωροῦν ἱκανοποιητικὸν τὸ καταρτισθὲν σχέδιον. Ἀρμόδιοι κύκλοι ἐτόνισαν ὅτι ἡ συμμαχία πρέπει νὰ προσαρμοσθῇ εἰς τὰς νέας συνθήκας.	[1191, 1728, 1566, 1851]
headline-nato-restructure-sub: ΙΚΑΝΟΠΟΙΗΤΙΚΟΝ ΘΕΩΡΟΥΝ ΤΟ ΚΑΤΑΡΤΙΣΘΕΝ ΣΧΕΔΙΟΝ	[1206, 1676, 1551, 1721]
article-paragraph: ΒΟΥΔΑΠΕΣΤΗ, 18. (Ρόιτερ). — Αἱ διαπραγματεύσεις διὰ τὴν ἀναχώρησιν τοῦ καρδιναλίου Μιντσέντυ ἀνεβλήθησαν προσωρινῶς.	[809, 1265, 993, 1309]
article-paragraph: ΗΝΩΜΕΝΑ ΕΘΝΗ, 18. (Ρόιτερ). — Ὁ πρόεδρος τῆς Γενικῆς Συνελεύσεως τοῦ Ο.Η.Ε. κ. Μανέσκου ἐδήλωσεν ὅτι εἶναι ἀμφίβολον ἂν ἡ διακοπὴ τῶν ἀμερικανικῶν ἐπιδρομῶν θὰ ὁδηγήσῃ τὸ Βόρειον Βιετνὰμ εἰς τὴν τράπεζαν τῶν διαπραγματεύσεων. Ἀπαιτοῦνται, ἐτόνισε, καὶ ὡρισμέναι ἄλλαι προϋποθέσεις διὰ τὴν ἐπίτευξιν εἰρηνικῆς λύσεως.	[1194, 329, 1375, 440]
divider	[626, 174, 993, 175]
subheading: ΔΙΑΒΗΜΑ ΤΟΥ ΑΜΜΑΝ	[267, 404, 387, 416]
lottery-number: 37012	[397, 1622, 424, 1633]
lottery-number: 70554	[322, 1650, 349, 1661]
article-paragraph: ΑΘΗΝΑΙ, 18. — Διενεμήθησαν δέματα μὲ τρόφιμα εἰς τοὺς σεισμοπαθεῖς.	[626, 1651, 801, 1685]
article-paragraph: ΠΑΡΙΣΙΟΙ, 18. (Ἀσοσ. Πρὲς). — Τὰ τρία τέταρτα τοῦ πληθυσμοῦ τῆς Γαλλίας ἐτάχθησαν ὑπὲρ τοῦ ΝΑΤΟ, κατὰ σφυγμομέτρησιν τῆς κοινῆς γνώμης.	[814, 1108, 993, 1164]
divider	[1191, 1723, 1566, 1724]
subheading: ΕΠΙΚΡΙΤΑΙ ΤΟΥ ΤΖΟΝΣΟΝ	[1025, 421, 1162, 432]
box-danish	[626, 183, 801, 283]
headline-danish-sub: ΕΚΛΗΘΗ ΝΑ ΑΝΑΧΩΡΗΣΗ ΕΝΤΟΣ ΕΥΛΟΓΟΥ ΧΡΟΝΟΥ	[643, 253, 784, 276]
article-paragraph: ΑΘΗΝΑΙ, 18. — Ἐχαρακτηρίσθη ὡς ἀνεπιθύμητον πρόσωπον ὁ πρῶτος γραμματεὺς τῆς ἐν Ἀθήναις δανικῆς πρεσβείας, ὁ ὁποῖος ἐκλήθη νὰ ἀναχωρήσῃ ἐντὸς εὐλόγου χρόνου.	[626, 286, 801, 342]
article-sweden	[626, 573, 801, 625]
article-kennedy-round	[1191, 1019, 1566, 1139]
article-paragraph: ΛΟΝΔΙΝΟΝ, 18. (Ἀθην. Πρακτ.). — Τὸ σοβιετικὸν διαστημόπλοιον «Βένους 4» προσεδαφίσθη ὁμαλῶς εἰς τὴν ἐπιφάνειαν τοῦ πλανήτου Ἀφροδίτη, μεταδίδον πληροφορίας διὰ τὴν ἀτμόσφαιραν τοῦ πλανήτου. Τὸ ἀμερικανικὸν «Μάρινερ 5» ἐξετοξεύθη 24 ὥρας ἀργότερον.	[809, 899, 993, 989]
subheading: ΤΟ ΕΙΡΗΝΕΥΤΙΚΟΝ ΠΡΟΓΡΑΜΜΑ	[1199, 528, 1370, 540]
article-paragraph: ΧΑΓΗ, 18. (Ρόιτερ). — Δύο φορτηγὰ ἐκινδύνευσαν εἰς τὴν Βαλτικήν.	[1003, 1550, 1183, 1573]
article-paragraph: ΗΝΩΜΕΝΑ ΕΘΝΗ, 18. (Ρόιτερ). — Αἱ Ἡνωμέναι Πολιτεῖαι ἀπέρριψαν τὰς κατηγορίας ὅτι ἀμερικανικαὶ ἑταιρεῖαι συνεργάζονται οἰκονομικῶς μὲ τὴν Ροδεσίαν, παρὰ τὰς κυρώσεις τὰς ἀποφασισθείσας ὑπὸ τοῦ Ὀργανισμοῦ.	[332, 1434, 616, 1479]
article-venus	[809, 692, 993, 1062]
article-paragraph: ΤΟΚΙΟ, 18. (Ρόιτερ). — Ἡ Λαϊκὴ Κίνα θὰ δοκιμάσῃ διὰ δευτέραν φορὰν ὑδρογονοβόμβαν, κατὰ πληροφορίας ἐκ Τοκίου.	[1003, 1018, 1183, 1062]
headline-housing: ΑΝΑΔΕΙΞΙΣ ΑΝΑΔΟΧΩΝ ΔΙΑ ΤΗΝ ΑΝΕΓΕΡΣΙΝ ΕΡΓΑΤΙΚΩΝ ΚΑΤΟΙΚΙΩΝ	[637, 1271, 790, 1312]
article-paragraph: ΒΟΥΚΟΥΡΕΣΤΙΟΝ, 18. (Ἀθ. Πρακτ.). — Ὁ οἰκουμενικὸς πατριάρχης κ. Ἀθηναγόρας θὰ ἔχῃ τρεῖς ἰδιαιτέρας συνομιλίας μὲ τὸν πάπαν Παῦλον τὸν ΣΤ΄ κατὰ τὴν ἐπίσκεψίν του εἰς τὸ Βατικανόν. Ὁ ποντίφηξ θὰ τὸν ὑποδεχθῇ μετὰ τῶν μελῶν τῆς Συνόδου.	[809, 274, 993, 352]
subheading: ΔΙΚΑΙΟΣ ΠΟΛΕΜΟΣ	[1424, 278, 1527, 290]
article-paragraph: ΟΥΑΣΙΓΚΤΩΝ, 18. (Ἀσοσ. Πρὲς). — Ἀμερικανικαὶ ἐπιχειρήσεις ἐκφράζουν ἀνησυχίας διότι τὰ συμφέροντά των θίγονται σημαντικῶς ἐκ τῆς συμφωνίας τοῦ «γύρου Κέννεντυ».	[1191, 1018, 1374, 1074]
article-paragraph: ΟΥΑΣΙΓΚΤΩΝ, 18. (Ἀσοσ. Πρὲς). — Ἀμερικανικαὶ ἐπιχειρήσεις ἐκφράζουν ἀνησυχίας διότι τὰ συμφέροντά των θίγονται σημαντικῶς ἐκ τῆς συμφωνίας τοῦ «γύρου Κέννεντυ».	[1383, 1018, 1566, 1074]
article-paragraph: ΑΘΗΝΑΙ, 18. — Εἰς τὴν σημερινὴν κλήρωσιν τοῦ Ἐθνικοῦ Λαχείου ἐκέρδισαν οἱ ἑξῆς ἀριθμοί:	[38, 1594, 238, 1627]
subheading: ΝΕΑ ΣΥΡΡΟΗ	[1441, 407, 1510, 419]
divider	[1003, 132, 1566, 133]
lottery-number: 125091	[472, 1594, 504, 1605]
article-paragraph: ΗΝΩΜΕΝΑ ΕΘΝΗ, 18. (Ρόιτερ). — Ὁ πρόεδρος τῆς Γενικῆς Συνελεύσεως τοῦ Ο.Η.Ε. κ. Μανέσκου ἐδήλωσεν ὅτι εἶναι ἀμφίβολον ἂν ἡ διακοπὴ τῶν ἀμερικανικῶν ἐπιδρομῶν θὰ ὁδηγήσῃ τὸ Βόρειον Βιετνὰμ εἰς τὴν τράπεζαν τῶν διαπραγματεύσεων. Ἀπαιτοῦνται, ἐτόνισε, καὶ ὡρισμέναι ἄλλαι προϋποθέσεις διὰ τὴν ἐπίτευξιν εἰρηνικῆς λύσεως.	[1385, 292, 1566, 404]
lottery-block	[38, 1594, 616, 1792]
right-narrow	[1003, 964, 1183, 1852]
lottery-number: 117093	[397, 1735, 429, 1746]
article-gouras	[626, 1815, 801, 1837]
headline-venus: ΟΜΑΛΩΣ ΠΡΟΣΕΔΑΦΙΣΘΗ ΕΙΣ ΑΦΡΟΔΙΤΗΝ ΤΟ ΡΩΣΣΙΚΟΝ ΔΙΑΣΤΗΜΟΠΛΟΙΟΝ "ΒΕΝΟΥΣ 4" ΕΞΕΤΟΞΕΥΘΗ 24 ΩΡΑΣ ΠΡΟ ΤΟΥ "ΜΑΡΙΝΕΡ"	[629, 635, 990, 684]
subheading: ΕΚΚΛΗΣΙΣ ΤΟΥ ΘΥΜΑΤΟΣ	[455, 371, 591, 383]
box-sweden	[626, 523, 801, 569]
headline-parcels: ΔΙΑΝΟΜΗ ΔΕΜΑΤΩΝ ΜΕ ΤΡΟΦΙΜΑ ΕΙΣ ΣΕΙΣΜΟΠΑΘΕΙΣ	[634, 1603, 793, 1645]
box-hbomb	[1003, 968, 1183, 1014]
divider	[626, 1067, 993, 1069]
article-paragraph: ΑΘΗΝΑΙ, 18. — Συμφώνως πρὸς ἀνακοίνωσιν τῆς Τραπέζης τῆς Ἑλλάδος, αἱ καταθέσεις εἰς τὰς ἐμπορικὰς τράπεζας καὶ εἰς τοὺς λοιποὺς πιστωτικοὺς ὀργανισμοὺς ηὐξήθησαν κατὰ τὸν μῆνα Μάιον κατὰ 648.000.000 δραχμάς. Ἡ αὔξησις ὀφείλεται κυρίως εἰς τὰς καταθέσεις ταμιευτηρίου καὶ προθεσμίας.	[332, 1884, 616, 1940]
article-paragraph: ΝΕΑ ΥΟΡΚΗ, 18. (Ἀθην. Πρακτ.). — Ὁ Ἀμερικανὸς γερουσιαστὴς κ. Κάμμινς ἐπεκρότησε τὰς δηλώσεις τοῦ στρατηγοῦ Βὰν Φλὴτ καὶ ἐκάλεσε τὴν κυβέρνησιν νὰ καθορίσῃ τὴν στάσιν της ἔναντι τῶν ἑλληνικῶν πραγμάτων. Τόνισεν ὅτι ἡ Ἑλλὰς ἀποτελεῖ πιστὸν σύμμαχον καὶ ὅτι ἡ σταθερότης της ἐνδιαφέρει ὁλόκληρον τὸν ἐλεύθερον κόσμον.	[332, 931, 616, 998]
divider	[38, 834, 616, 836]
article-vietnam	[1003, 194, 1566, 964]
box-king	[1003, 1749, 1183, 1783]
lottery-number: 15733	[397, 1679, 424, 1690]
section-foreign-briefs	[626, 1410, 993, 1442]
subheading: ΟΙ ΑΙΓΥΠΤΙΟΙ ΠΕΡΑΙΟΙ	[268, 641, 386, 652]
article-paragraph: ΑΘΗΝΑΙ, 18. — Ὁ Ὀργανισμὸς Ἐργατικῆς Κατοικίας ἀνέδειξε τοὺς ἀναδόχους διὰ τὴν ἀνέγερσιν ἐργατικῶν κατοικιῶν.	[626, 1319, 801, 1364]
divider	[38, 1378, 616, 1380]
divider	[38, 1106, 616, 1108]
divider	[1191, 1014, 1566, 1015]
article-paragraph: ΑΜΜΑΝ, 18. (Ρόιτερ). — Αἱ συνομιλίαι μεταξὺ τῶν ἀντιπροσώπων τῆς Ἰορδανίας καὶ τοῦ εἰδικοῦ ἀπεσταλμένου τοῦ Ο.Η.Ε. συνεχίσθησαν σήμερον. Κατὰ τὰς πληροφορίας ἀπὸ ἀραβικὰς πηγάς, τὸ θέμα τῶν προσφύγων παραμένει τὸ κυριώτερον ἐμπόδιον διὰ τὴν ἐπίτευξιν συμφωνίας.	[38, 537, 224, 626]
headline-hbomb: ΥΔΡΟΓΟΝΟΒΟΜΒΑΝ ΘΑ ΔΟΚΙΜΑΣΗ Η ΛΑΪΚΗ ΚΙΝΑ ΔΙΑ ΔΕΥΤΕΡΑΝ ΦΟΡΑΝ	[1009, 969, 1177, 1011]
headline-gouras: Ο κ. ΓΚΟΥΡΑΣ ΕΞΕΧΘΗ ΤΟΝ ΙΤΑΛΟΝ ΠΡΕΣΒΥΝ	[639, 1779, 788, 1808]
divider	[38, 1589, 616, 1590]
article-paragraph: ΒΟΥΔΑΠΕΣΤΗ, 18. (Ρόιτερ). — Αἱ διαπραγματεύσεις διὰ τὴν ἀναχώρησιν τοῦ καρδιναλίου Μιντσέντυ ἀνεβλήθησαν προσωρινῶς.	[809, 1310, 993, 1354]
divider	[1191, 1498, 1566, 1500]
article-paragraph: ΛΟΝΔΙΝΟΝ, 18. (Ἀθην. Πρακτ.). — Τὸ σοβιετικὸν διαστημόπλοιον «Βένους 4» προσεδαφίσθη ὁμαλῶς εἰς τὴν ἐπιφάνειαν τοῦ πλανήτου Ἀφροδίτη, μεταδίδον πληροφορίας διὰ τὴν ἀτμόσφαιραν τοῦ πλανήτου. Τὸ ἀμερικανικὸν «Μάρινερ 5» ἐξετοξεύθη 24 ὥρας ἀργότερον.	[809, 810, 993, 899]
article-paragraph: ΣΑΪΓΚΟΝ, 18. (Ἀσοσ. Πρὲς). — Τὰ στρατεύματα τοῦ Βιὲτ Κὸγκ ἐξαπέλυσαν νέας ἐπιθέσεις εἰς τὰς κεντρικὰς ἐπαρχίας. Ἀμερικανικὰ ἀεροσκάφη ἐβομβάρδισαν στόχους εἰς τὴν περιοχὴν τοῦ Ἁνόι.	[1385, 421, 1566, 488]
headline-mountain-works: ΕΝΕΚΡΙΘΗ ΠΙΣΤΩΣΙΣ ΔΙ' ΕΚΤΕΛΕΣΙΝ ΜΙΚΡΩΝ ΕΡΓΩΝ ΕΙΣ ΩΡΙΣΜΕΝΑΣ ΟΡΕΙΝΑΣ ΚΟΙΝΟΤΗΤΑΣ ΤΗΣ ΧΩΡΑΣ	[51, 1111, 602, 1156]
article-paragraph: Η ΑΣΤΥΝΟΜΙΑ τοῦ Μόντρεαλ ἀνεκοίνωσε τὴν σύλληψιν δύο ὑπόπτων. — Ο ΠΡΟΕΔΡΟΣ τῆς Τυνησίας ἀνεχώρησε διὰ τὸ ἐξωτερικόν. — ΣΟΒΙΕΤΙΚΟΣ ἐπιστήμων ἀνεκοίνωσε νέαν μέθοδον. — ΑΝΩΤΑΤΑ στελέχη τοῦ κόμματος συνῆλθον. — ΟΙ ΕΡΓΑΤΑΙ τῶν λιμένων ἐκήρυξαν ἀπεργίαν.	[809, 1537, 993, 1626]
subheading: ΚΙΝΗΤΟΠΟΙΗΣΕΙΣ ΕΙΣ ΣΙΑΜ	[1212, 230, 1357, 242]
article-danish	[626, 287, 801, 399]
lottery-number: 21643	[322, 1622, 349, 1633]
divider	[1191, 1674, 1566, 1675]
headline-hypnosis: ΔΙΕΘΝΕΣ ΣΥΝΕΔΡΙΟΝ ΚΟΡΥΦΑΙΩΝ ΨΥΧΟΛΟΓΩΝ ΜΕ ΘΕΜΑ ΤΟ ΦΑΙΝΟΜΕΝΟΝ ΤΗΣ ΥΠΝΩΣΕΩΣ	[1196, 1325, 1561, 1375]
article-mountain-works	[38, 1163, 616, 1373]
divider	[1003, 187, 1566, 189]
lottery-number: 72215	[472, 1707, 498, 1718]
divider	[38, 926, 616, 927]
article-paragraph: ΑΘΗΝΑΙ, 18. — Ἡ ἐπιτροπὴ τοῦ ΝΑΤΟ μελετᾷ τὰ προβλήματα τῶν χερσαίων μεταφορῶν τῆς νοτίου πτέρυγος τῆς συμμαχίας.	[626, 804, 801, 848]
article-paragraph: ΤΟΥΛΩΝ, 18. (Ἡνωμ. Τύπος). — Εἰς διεθνὲς συνέδριον κορυφαῖοι ψυχολόγοι μελετοῦν τὸ φαινόμενον τῆς ὑπνώσεως.	[1191, 1382, 1566, 1404]
article-patriarch	[809, 179, 993, 519]
column-rule	[621, 22, 622, 2272]
lottery-number: 3384	[472, 1735, 493, 1746]
article-paragraph: ΝΕΑ ΥΟΡΚΗ, 18. (Ἀθην. Πρακτ.). — Ὁ Ἀμερικανὸς γερουσιαστὴς κ. Κάμμινς ἐπεκρότησε τὰς δηλώσεις τοῦ στρατηγοῦ Βὰν Φλὴτ καὶ ἐκάλεσε τὴν κυβέρνησιν νὰ καθορίσῃ τὴν στάσιν της ἔναντι τῶν ἑλληνικῶν πραγμάτων. Τόνισεν ὅτι ἡ Ἑλλὰς ἀποτελεῖ πιστὸν σύμμαχον καὶ ὅτι ἡ σταθερότης της ἐνδιαφέρει ὁλόκληρον τὸν ἐλεύθερον κόσμον.	[38, 931, 322, 998]
lottery-number: 38902	[547, 1679, 573, 1690]
box-clashes	[1003, 1625, 1183, 1671]
subheading: ΕΚΒΙΑΔΕΥΘΕΙΣ ΕΙΣ ΚΙΝΑΝ	[1407, 193, 1544, 205]
headline-baltic: ΔΥΟ ΦΟΡΤΗΓΑ ΕΚΙΝΑΓΥΝΕΥΣΑΝ ΕΙΣ ΒΑΛΤΙΚΗΝ	[1025, 1502, 1161, 1544]
column-center	[626, 22, 993, 2272]
article-paragraph: ΑΘΗΝΑΙ, 18. — Ἡ ἐπιτροπὴ τοῦ ΝΑΤΟ μελετᾷ τὰ προβλήματα τῶν χερσαίων μεταφορῶν τῆς νοτίου πτέρυγος τῆς συμμαχίας.	[626, 759, 801, 803]
